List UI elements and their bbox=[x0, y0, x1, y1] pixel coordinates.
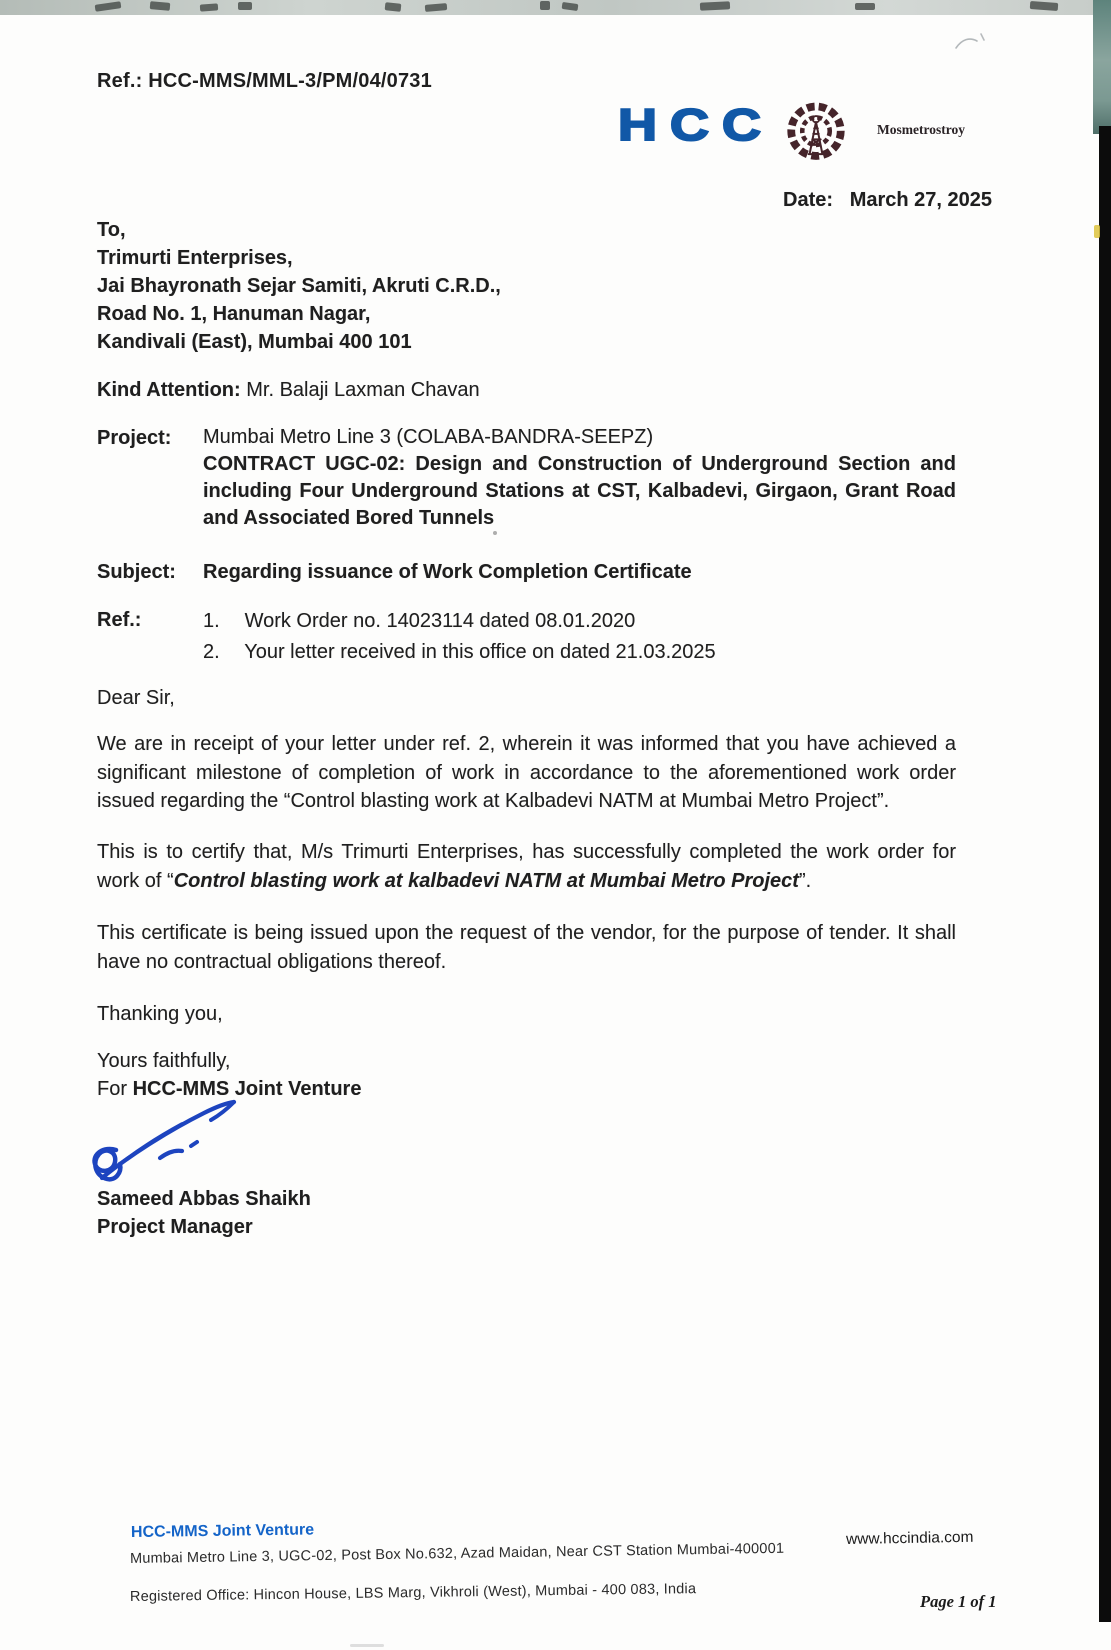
kind-attention-label: Kind Attention: bbox=[97, 379, 241, 401]
project-line-2: CONTRACT UGC-02: Design and Construction of Underground Section and bbox=[203, 453, 956, 475]
letter-ref-number: Ref.: HCC-MMS/MML-3/PM/04/0731 bbox=[97, 70, 432, 92]
reference-text: Work Order no. 14023114 dated 08.01.2020 bbox=[244, 610, 636, 632]
scan-edge-right-black bbox=[1099, 126, 1111, 1622]
hcc-logo: HCC bbox=[618, 100, 774, 151]
subject-value: Regarding issuance of Work Completion Certificate bbox=[203, 561, 692, 583]
closing-faithfully: Yours faithfully, bbox=[97, 1050, 231, 1072]
scan-smudge-bottom bbox=[350, 1644, 384, 1647]
recipient-line: Road No. 1, Hanuman Nagar, bbox=[97, 303, 371, 325]
reference-item bbox=[203, 606, 956, 637]
project-value bbox=[203, 424, 956, 532]
recipient-line: Jai Bhayronath Sejar Samiti, Akruti C.R.D., bbox=[97, 275, 501, 297]
scan-edge-top bbox=[0, 0, 1111, 15]
footer-address-1: Mumbai Metro Line 3, UGC-02, Post Box No.632, Azad Maidan, Near CST Station Mumbai-400001 bbox=[129, 1540, 785, 1567]
kind-attention-line bbox=[97, 376, 480, 404]
reference-text: Your letter received in this office on dated 21.03.2025 bbox=[244, 641, 716, 663]
closing-thanks: Thanking you, bbox=[97, 1003, 223, 1025]
body-paragraph-1: We are in receipt of your letter under ref. 2, wherein it was informed that you have achieved a significant milestone of completion of work in accordance to the aforementioned work order issued regarding the “Control blasting work at Kalbadevi NATM at Mumbai Metro Project”. bbox=[97, 733, 956, 812]
paragraph-2-emphasis: Control blasting work at kalbadevi NATM at Mumbai Metro Project bbox=[173, 869, 799, 892]
kind-attention-value: Mr. Balaji Laxman Chavan bbox=[246, 379, 480, 401]
recipient-line: Kandivali (East), Mumbai 400 101 bbox=[97, 331, 412, 353]
recipient-line: To, bbox=[97, 219, 126, 241]
reference-number: 2. bbox=[203, 641, 220, 663]
scan-dot bbox=[493, 531, 497, 535]
signature-ink bbox=[86, 1094, 261, 1189]
footer-company: HCC-MMS Joint Venture bbox=[130, 1521, 315, 1541]
date-value: March 27, 2025 bbox=[849, 189, 993, 211]
references-label: Ref.: bbox=[97, 609, 142, 631]
paragraph-2-suffix: ”. bbox=[798, 869, 812, 892]
salutation: Dear Sir, bbox=[97, 687, 175, 709]
references-list bbox=[203, 606, 956, 668]
scan-fleck bbox=[1094, 225, 1100, 238]
paragraph-2-prefix: This is to certify that, M/s Trimurti Enterprises, has successfully completed the work order for work of “ bbox=[97, 841, 956, 892]
scan-edge-right-green bbox=[1093, 0, 1111, 134]
mosmetrostroy-label: Mosmetrostroy bbox=[877, 122, 965, 137]
signatory-title: Project Manager bbox=[97, 1216, 253, 1238]
project-line-1: Mumbai Metro Line 3 (COLABA-BANDRA-SEEPZ) bbox=[203, 426, 654, 448]
footer-website: www.hccindia.com bbox=[845, 1528, 974, 1548]
date-label: Date: bbox=[783, 189, 834, 211]
project-line-4: and Associated Bored Tunnels bbox=[203, 507, 495, 529]
recipient-line: Trimurti Enterprises, bbox=[97, 247, 293, 269]
pen-mark-artifact bbox=[950, 28, 992, 58]
signatory-name: Sameed Abbas Shaikh bbox=[97, 1188, 311, 1210]
subject-label: Subject: bbox=[97, 561, 176, 583]
body-paragraph-3: This certificate is being issued upon the request of the vendor, for the purpose of tender. It shall have no contractual obligations thereof. bbox=[97, 922, 956, 973]
closing-company: HCC-MMS Joint Venture bbox=[132, 1078, 362, 1100]
mosmetrostroy-emblem-icon bbox=[783, 99, 849, 167]
footer-page-number: Page 1 of 1 bbox=[920, 1592, 997, 1611]
project-line-3: including Four Underground Stations at CST, Kalbadevi, Girgaon, Grant Road bbox=[203, 480, 956, 502]
footer-address-2: Registered Office: Hincon House, LBS Marg, Vikhroli (West), Mumbai - 400 083, India bbox=[129, 1581, 697, 1605]
reference-item bbox=[203, 637, 956, 668]
closing-for: For bbox=[97, 1078, 133, 1100]
recipient-address bbox=[97, 216, 501, 356]
reference-number: 1. bbox=[203, 610, 220, 632]
body-paragraph-2 bbox=[97, 838, 956, 895]
date-line bbox=[783, 186, 992, 214]
project-label: Project: bbox=[97, 427, 172, 449]
